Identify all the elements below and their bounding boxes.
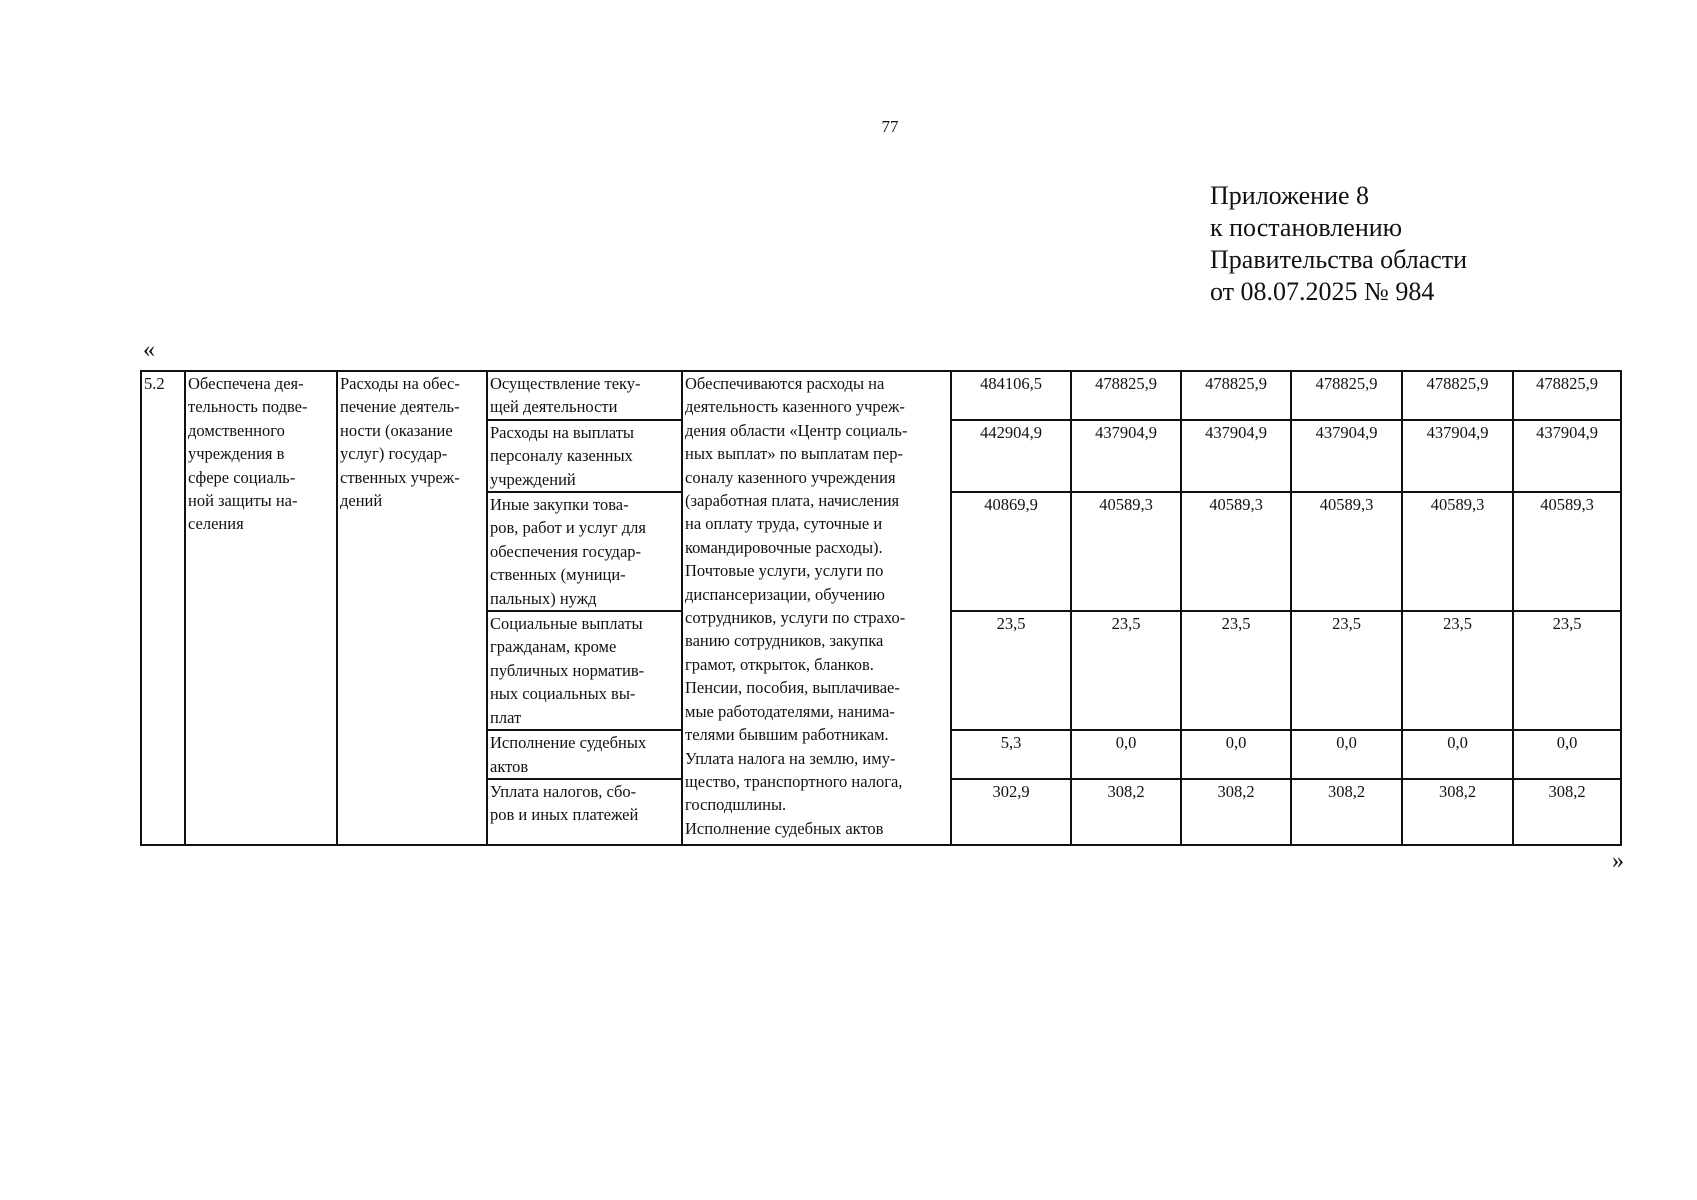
budget-table <box>140 370 1622 846</box>
value-cell: 23,5 <box>1513 611 1621 730</box>
expense-name-cell: Расходы на выплаты персоналу казенных учреждений <box>487 420 682 492</box>
value-cell: 40589,3 <box>1402 492 1513 611</box>
value-cell: 478825,9 <box>1181 371 1291 420</box>
value-cell: 302,9 <box>951 779 1071 845</box>
appendix-line-government: Правительства области <box>1210 245 1468 274</box>
value-cell: 478825,9 <box>1071 371 1181 420</box>
value-cell: 23,5 <box>1181 611 1291 730</box>
value-cell: 437904,9 <box>1071 420 1181 492</box>
description-cell: Обеспечиваются расходы на деятельность казенного учреж- дения области «Центр социаль- ных выплат» по выплатам пер- соналу казенного учреждения (заработная плата, начисления на оплату труда, суточные и командировочные расходы). Почтовые услуги, услуги по диспансеризации, обучению сотрудников, услуги по страхо- ванию сотрудников, закупка грамот, открыток, бланков. Пенсии, пособия, выплачивае- мые работодателями, нанима- телями бывшим работникам. Уплата налога на землю, иму- щество, транспортного налога, господшлины. Исполнение судебных актов <box>682 371 951 845</box>
value-cell: 23,5 <box>1071 611 1181 730</box>
expense-name-cell: Иные закупки това- ров, работ и услуг для обеспечения государ- ственных (муници- пальных) нужд <box>487 492 682 611</box>
value-cell: 40869,9 <box>951 492 1071 611</box>
result-cell: Обеспечена дея- тельность подве- домственного учреждения в сфере социаль- ной защиты на- селения <box>185 371 337 845</box>
expense-name-cell: Уплата налогов, сбо- ров и иных платежей <box>487 779 682 845</box>
direction-cell: Расходы на обес- печение деятель- ности (оказание услуг) государ- ственных учреж- дений <box>337 371 487 845</box>
value-cell: 308,2 <box>1181 779 1291 845</box>
value-cell: 437904,9 <box>1513 420 1621 492</box>
expense-name-cell: Исполнение судебных актов <box>487 730 682 779</box>
value-cell: 0,0 <box>1291 730 1402 779</box>
appendix-header <box>1210 180 1467 308</box>
value-cell: 0,0 <box>1071 730 1181 779</box>
value-cell: 442904,9 <box>951 420 1071 492</box>
value-cell: 478825,9 <box>1402 371 1513 420</box>
expense-name-cell: Осуществление теку- щей деятельности <box>487 371 682 420</box>
value-cell: 23,5 <box>1402 611 1513 730</box>
value-cell: 5,3 <box>951 730 1071 779</box>
row-code: 5.2 <box>141 371 185 845</box>
value-cell: 308,2 <box>1071 779 1181 845</box>
value-cell: 0,0 <box>1513 730 1621 779</box>
value-cell: 484106,5 <box>951 371 1071 420</box>
value-cell: 40589,3 <box>1513 492 1621 611</box>
value-cell: 437904,9 <box>1291 420 1402 492</box>
value-cell: 23,5 <box>951 611 1071 730</box>
value-cell: 478825,9 <box>1291 371 1402 420</box>
value-cell: 308,2 <box>1513 779 1621 845</box>
expense-name-cell: Социальные выплаты гражданам, кроме публичных норматив- ных социальных вы- плат <box>487 611 682 730</box>
value-cell: 40589,3 <box>1181 492 1291 611</box>
value-cell: 0,0 <box>1402 730 1513 779</box>
value-cell: 40589,3 <box>1291 492 1402 611</box>
page-number: 77 <box>881 117 899 136</box>
value-cell: 40589,3 <box>1071 492 1181 611</box>
value-cell: 437904,9 <box>1181 420 1291 492</box>
value-cell: 478825,9 <box>1513 371 1621 420</box>
value-cell: 0,0 <box>1181 730 1291 779</box>
value-cell: 23,5 <box>1291 611 1402 730</box>
value-cell: 308,2 <box>1402 779 1513 845</box>
appendix-line-date: от 08.07.2025 № 984 <box>1210 277 1435 306</box>
appendix-title: Приложение 8 <box>1210 181 1370 210</box>
value-cell: 308,2 <box>1291 779 1402 845</box>
value-cell: 437904,9 <box>1402 420 1513 492</box>
opening-quote: « <box>143 337 155 363</box>
appendix-line-decree: к постановлению <box>1210 213 1403 242</box>
closing-quote: » <box>1612 848 1624 874</box>
table-row <box>141 371 1621 420</box>
